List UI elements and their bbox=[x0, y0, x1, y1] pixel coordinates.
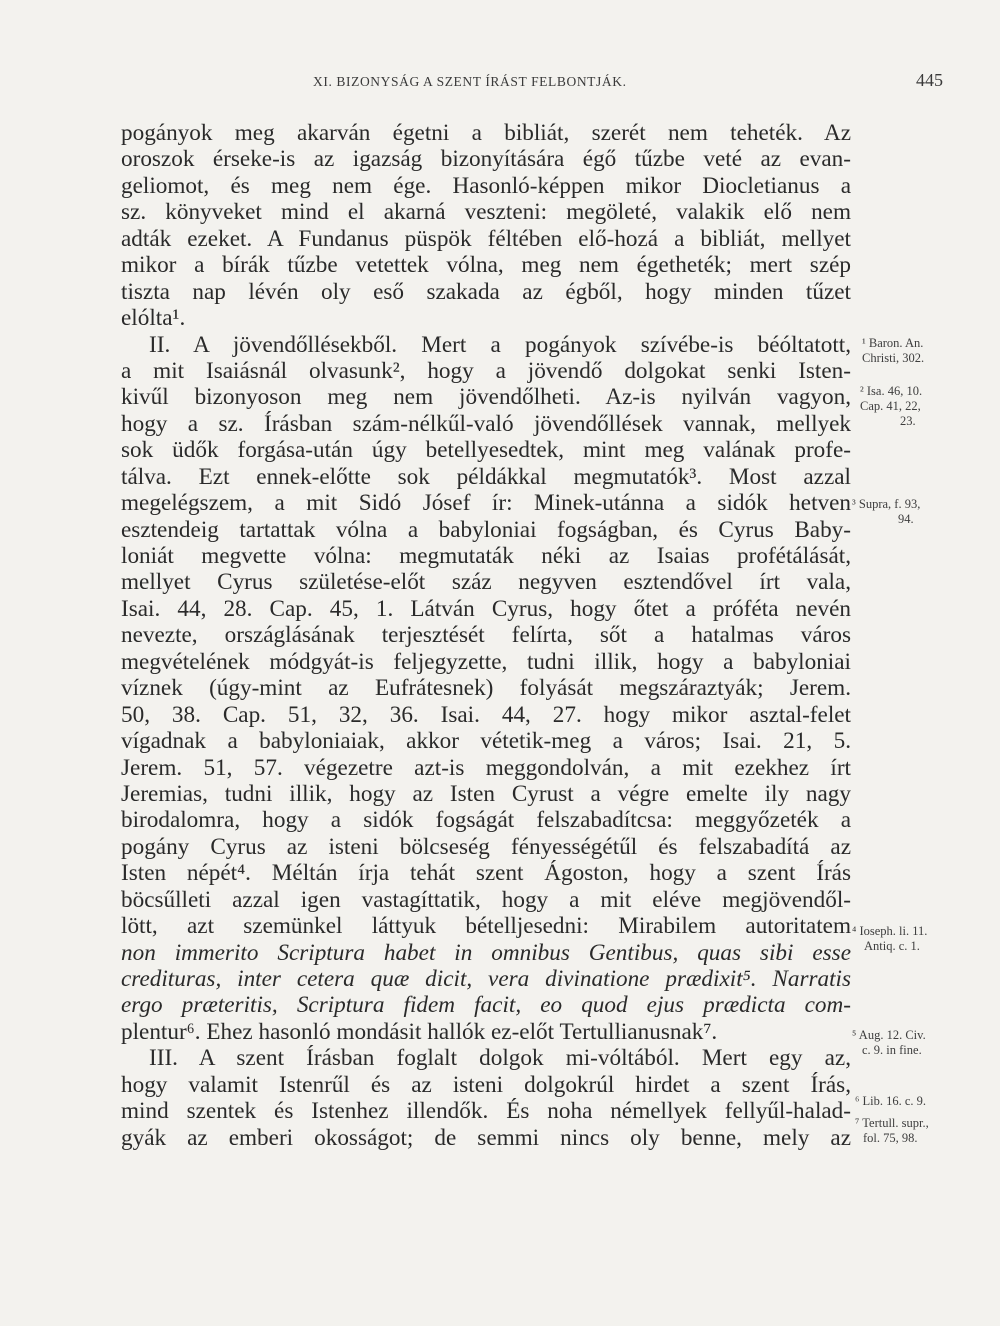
margin-note-line: fol. 75, 98. bbox=[863, 1131, 918, 1145]
text-line: adták ezeket. A Fundanus püspök féltében elő-hozá a bibliát, mellyet bbox=[121, 225, 851, 252]
margin-note-line: c. 9. in fine. bbox=[862, 1043, 922, 1057]
text-line: hogy a sz. Írásban szám-nélkűl-való jövendőllések vannak, mellyek bbox=[121, 410, 851, 437]
text-line: pogányok meg akarván égetni a bibliát, szerét nem teheték. Az bbox=[121, 120, 851, 146]
text-line: Jerem. 51, 57. végezetre azt-is meggondolván, a mit ezekhez írt bbox=[121, 754, 851, 781]
text-line: credituras, inter cetera quæ dicit, vera divinatione prædixit⁵. Narratis bbox=[121, 966, 851, 992]
margin-note-line: ⁵ Aug. 12. Civ. bbox=[852, 1028, 926, 1042]
text-line: nevezte, országlásának terjesztését felírta, sőt a hatalmas város bbox=[121, 622, 851, 649]
text-line: sok üdők forgása-után úgy betellyesedtek, mint meg valának profe- bbox=[121, 437, 851, 464]
page-number: 445 bbox=[916, 70, 943, 90]
text-line: sz. könyveket mind el akarná veszteni: megöleté, valakik elő nem bbox=[121, 199, 851, 226]
margin-note-line: ² Isa. 46, 10. bbox=[860, 384, 923, 398]
text-line: tiszta nap lévén oly eső szakada az égből, hogy minden tűzet bbox=[121, 278, 851, 305]
text-line: pogány Cyrus az isteni bölcseség fényességétűl és felszabadítá az bbox=[121, 833, 851, 860]
margin-note bbox=[862, 336, 924, 366]
section-heading-line: III. A szent Írásban foglalt dolgok mi-vóltából. Mert egy az, bbox=[149, 1045, 851, 1072]
margin-note-line: 94. bbox=[898, 512, 914, 526]
text-line: mellyet Cyrus születése-előt száz negyven esztendővel írt vala, bbox=[121, 569, 851, 596]
margin-note bbox=[852, 497, 920, 527]
text-line: hogy valamit Istenrűl és az isteni dolgokrúl hirdet a szent Írás, bbox=[121, 1071, 851, 1098]
text-line: kivűl bizonyoson meg nem jövendőlheti. Az-is nyilván vagyon, bbox=[121, 384, 851, 411]
text-line: víznek (úgy-mint az Eufrátesnek) folyását megszáraztyák; Jerem. bbox=[121, 675, 851, 702]
text-line: non immerito Scriptura habet in omnibus Gentibus, quas sibi esse bbox=[121, 939, 851, 966]
margin-note bbox=[855, 1094, 926, 1109]
text-line: tálva. Ezt ennek-előtte sok példákkal megmutatók³. Most azzal bbox=[121, 463, 851, 490]
text-line: a mit Isaiásnál olvasunk², hogy a jövendő dolgokat senki Isten- bbox=[121, 357, 851, 384]
margin-note bbox=[852, 924, 927, 954]
margin-note-line: Antiq. c. 1. bbox=[864, 939, 920, 953]
section-heading-line: II. A jövendőllésekből. Mert a pogányok szívébe-is béóltatott, bbox=[149, 331, 851, 358]
text-line: lött, azt szemünkel láttyuk bételljesedni: Mirabilem autoritatem bbox=[121, 913, 851, 940]
text-line: esztendeig tartattak vólna a babyloniai fogságban, és Cyrus Baby- bbox=[121, 516, 851, 543]
text-line: loniát megvette vólna: megmutaták néki az Isaias profétálását, bbox=[121, 543, 851, 569]
text-line: ergo præteritis, Scriptura fidem facit, eo quod ejus prædicta com- bbox=[121, 992, 851, 1019]
margin-note-line: Cap. 41, 22, bbox=[860, 399, 921, 413]
text-line: Jeremias, tudni illik, hogy az Isten Cyrust a végre emelte ily nagy bbox=[121, 780, 851, 807]
text-line: 50, 38. Cap. 51, 32, 36. Isai. 44, 27. hogy mikor asztal-felet bbox=[121, 701, 851, 728]
text-line: plentur⁶. Ehez hasonló mondásit hallók ez-előt Tertullianusnak⁷. bbox=[121, 1018, 718, 1045]
text-line: megelégszem, a mit Sidó Jósef ír: Minek-utánna a sidók hetven bbox=[121, 490, 851, 517]
margin-note-line: 23. bbox=[900, 414, 916, 428]
text-line: vígadnak a babyloniaiak, akkor vétetik-meg a város; Isai. 21, 5. bbox=[121, 728, 851, 755]
margin-note-line: ⁷ Tertull. supr., bbox=[855, 1116, 929, 1130]
text-line: oroszok érseke-is az igazság bizonyítására égő tűzbe veté az evan- bbox=[121, 146, 851, 173]
text-line: megvételének módgyát-is feljegyzette, tudni illik, hogy a babyloniai bbox=[121, 648, 851, 675]
text-line: gyák az emberi okosságot; de semmi nincs oly benne, mely az bbox=[121, 1124, 851, 1151]
margin-note-line: ⁴ Ioseph. li. 11. bbox=[852, 924, 928, 938]
margin-note-line: ¹ Baron. An. bbox=[862, 336, 924, 350]
text-line: geliomot, és meg nem ége. Hasonló-képpen mikor Diocletianus a bbox=[121, 172, 851, 199]
margin-note-line: ³ Supra, f. 93, bbox=[852, 497, 921, 511]
text-line: mind szentek és Istenhez illendők. És noha némellyek fellyűl-halad- bbox=[121, 1098, 851, 1125]
margin-note bbox=[852, 1028, 926, 1058]
margin-note bbox=[855, 1116, 929, 1146]
text-line: Isai. 44, 28. Cap. 45, 1. Látván Cyrus, hogy őtet a próféta nevén bbox=[121, 595, 851, 622]
text-line: Isten népét⁴. Méltán írja tehát szent Ágoston, hogy a szent Írás bbox=[121, 860, 851, 887]
running-title: XI. BIZONYSÁG A SZENT ÍRÁST FELBONTJÁK. bbox=[313, 74, 627, 89]
margin-note bbox=[860, 384, 922, 429]
text-line: mikor a bírák tűzbe vetettek vólna, meg nem égetheték; mert szép bbox=[121, 252, 851, 279]
margin-note-line: Christi, 302. bbox=[862, 351, 925, 365]
text-line: birodalomra, hogy a sidók fogságát felszabadítcsa: meggyőzeték a bbox=[121, 807, 851, 834]
text-line: böcsűlleti azzal igen vastagíttatik, hogy a mit eléve megjövendől- bbox=[121, 886, 851, 913]
body-text bbox=[121, 120, 851, 1151]
text-line: elólta¹. bbox=[121, 305, 186, 332]
margin-note-line: ⁶ Lib. 16. c. 9. bbox=[855, 1094, 927, 1108]
